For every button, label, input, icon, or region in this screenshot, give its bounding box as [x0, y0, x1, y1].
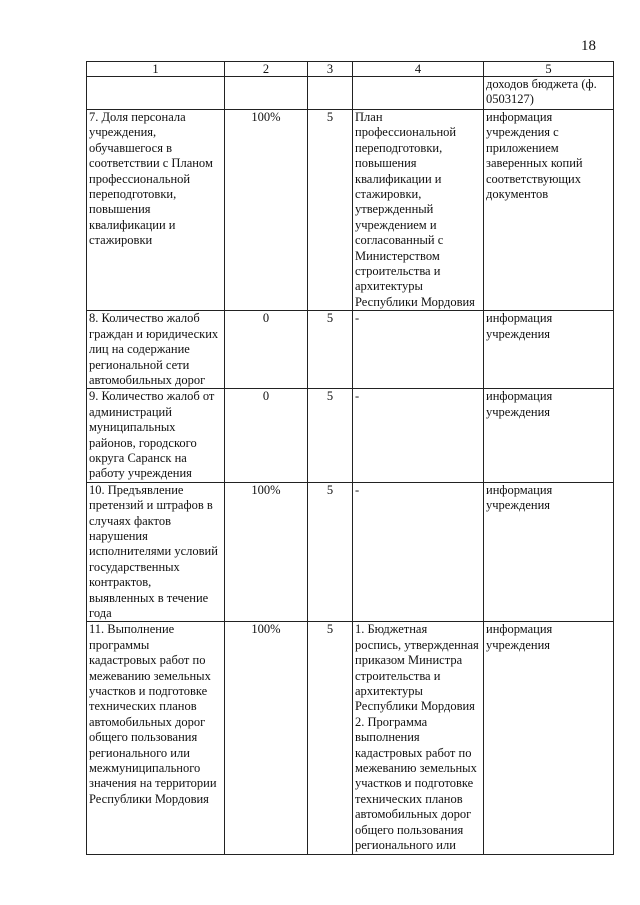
basis-text: - [355, 389, 360, 404]
column-header: 3 [308, 62, 353, 77]
table-cell [87, 482, 225, 622]
table-cell [87, 311, 225, 389]
table-cell [484, 389, 614, 482]
source-text: информация учреждения с приложением заверенных копий соответствующих документов [486, 110, 583, 202]
table-cell [87, 389, 225, 482]
indicator-name: 9. Количество жалоб от администраций муниципальных районов, городского округа Саранск на работу учреждения [89, 389, 215, 481]
table-cell [484, 77, 614, 110]
table-cell [308, 622, 353, 854]
table-cell [87, 77, 225, 110]
table-cell [225, 389, 308, 482]
table-row [87, 389, 614, 482]
table-cell [484, 482, 614, 622]
basis-text: - [355, 311, 360, 326]
table-row [87, 110, 614, 311]
table-row [87, 622, 614, 854]
table-cell [353, 311, 484, 389]
table-cell [87, 110, 225, 311]
source-text: информация учреждения [486, 389, 553, 419]
basis-text: 1. Бюджетная роспись, утвержденная приказом Министра строительства и архитектуры Республики Мордовия 2. Программа выполнения кадастровых работ по межеванию земельных участков и подготовке технических планов автомобильных дорог общего пользования регионального или [355, 622, 479, 853]
table-cell [87, 622, 225, 854]
table-row-continuation [87, 77, 614, 110]
table-header-row [87, 62, 614, 77]
table-cell [308, 482, 353, 622]
score-value: 5 [326, 311, 334, 326]
table-cell [484, 622, 614, 854]
target-value: 0 [262, 389, 270, 404]
table-cell [225, 482, 308, 622]
table-row [87, 482, 614, 622]
column-header: 2 [225, 62, 308, 77]
table-cell [353, 110, 484, 311]
table-cell [308, 77, 353, 110]
source-text: доходов бюджета (ф. 0503127) [486, 77, 597, 107]
table-cell [225, 77, 308, 110]
indicator-name: 7. Доля персонала учреждения, обучавшегося в соответствии с Планом профессиональной переподготовки, повышения квалификации и стажировки [89, 110, 213, 248]
table-cell [225, 311, 308, 389]
basis-text: - [355, 482, 360, 497]
score-value: 5 [326, 389, 334, 404]
target-value: 100% [251, 622, 281, 637]
table-cell [225, 110, 308, 311]
table-cell [308, 389, 353, 482]
table-cell [353, 622, 484, 854]
table-cell [353, 482, 484, 622]
target-value: 100% [251, 482, 281, 497]
source-text: информация учреждения [486, 311, 553, 341]
column-header: 1 [87, 62, 225, 77]
table-cell [353, 389, 484, 482]
target-value: 0 [262, 311, 270, 326]
column-header: 5 [484, 62, 614, 77]
basis-text: План профессиональной переподготовки, повышения квалификации и стажировки, утвержденный учреждением и согласованный с Министерством строительства и архитектуры Республики Мордовия [355, 110, 475, 309]
score-value: 5 [326, 482, 334, 497]
target-value: 100% [251, 110, 281, 124]
table-cell [353, 77, 484, 110]
source-text: информация учреждения [486, 482, 553, 513]
indicator-name: 8. Количество жалоб граждан и юридических лиц на содержание региональной сети автомобильных дорог [89, 311, 219, 387]
table-cell [484, 311, 614, 389]
page-number: 18 [581, 38, 596, 54]
table-cell [308, 110, 353, 311]
table-row [87, 311, 614, 389]
table-cell [225, 622, 308, 854]
indicator-name: 11. Выполнение программы кадастровых работ по межеванию земельных участков и подготовке технических планов автомобильных дорог общего пользования регионального или межмуниципального значения на территории Республики Мордовия [89, 622, 217, 806]
column-header: 4 [353, 62, 484, 77]
table-cell [308, 311, 353, 389]
table-cell [484, 110, 614, 311]
source-text: информация учреждения [486, 622, 553, 652]
score-value: 5 [326, 110, 334, 124]
indicator-name: 10. Предъявление претензий и штрафов в случаях фактов нарушения исполнителями условий государственных контрактов, выявленных в течение года [89, 482, 218, 620]
criteria-table [86, 61, 614, 855]
score-value: 5 [326, 622, 334, 637]
